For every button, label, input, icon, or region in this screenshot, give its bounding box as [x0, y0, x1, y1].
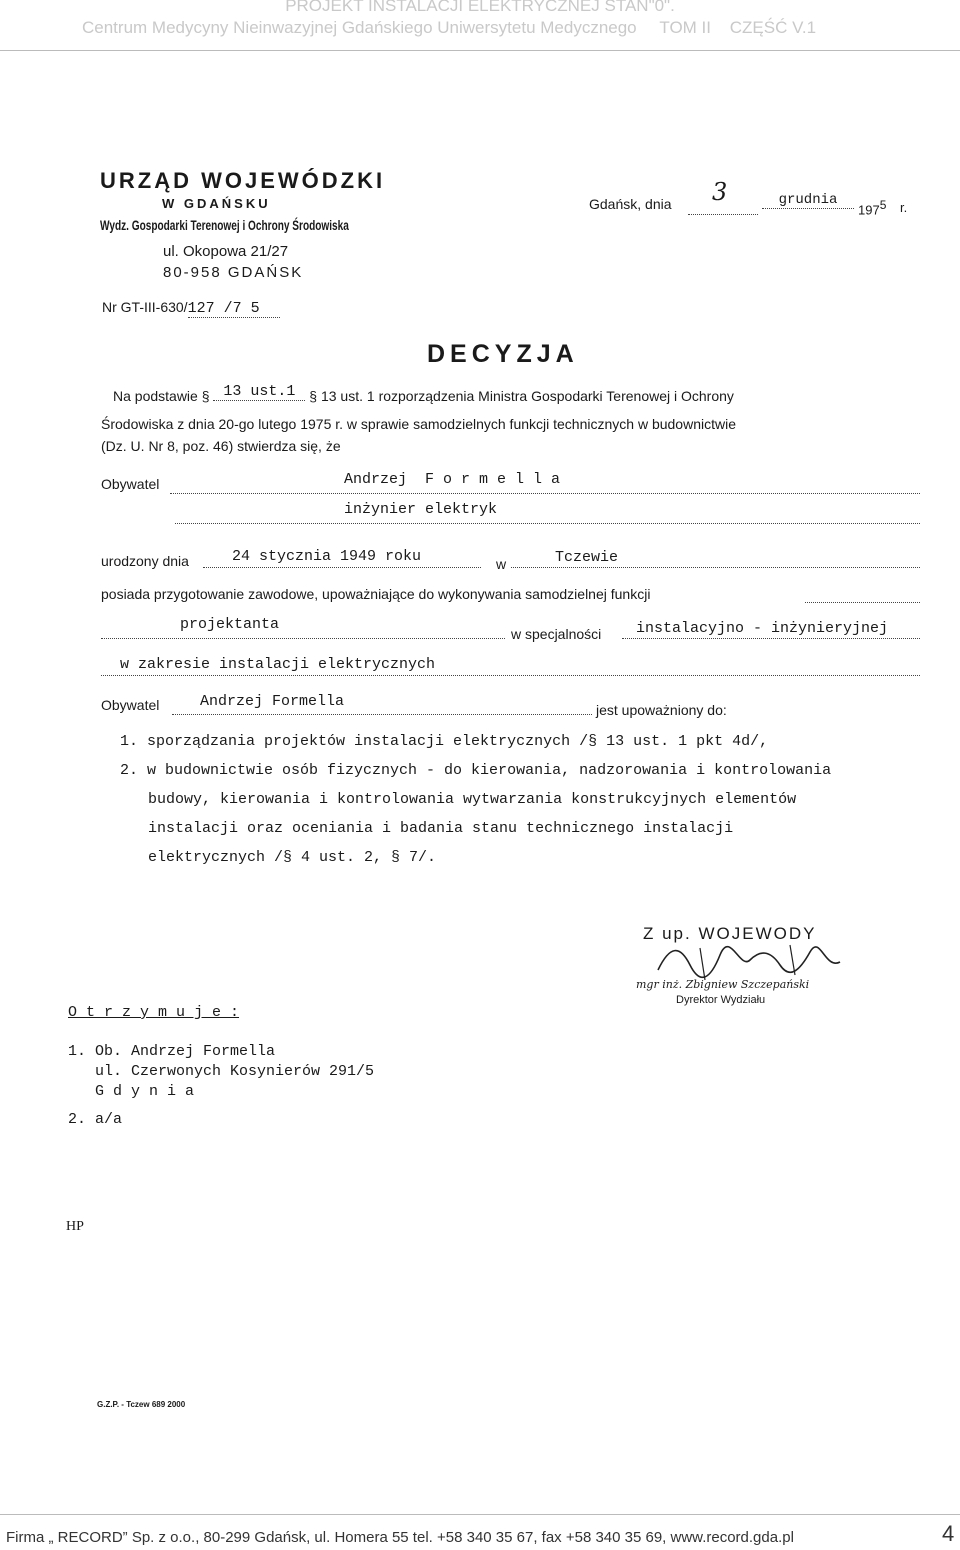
office-department: Wydz. Gospodarki Terenowej i Ochrony Środowiska: [100, 217, 349, 233]
qualification-line: posiada przygotowanie zawodowe, upoważniające do wykonywania samodzielnej funkcji: [101, 586, 651, 602]
basis-typed-paragraph: 13 ust.1: [213, 383, 305, 401]
date-suffix: r.: [900, 200, 908, 215]
footer-divider: [0, 1514, 960, 1515]
signature-role: Dyrektor Wydziału: [676, 994, 766, 1006]
recipient-1-name: 1. Ob. Andrzej Formella: [68, 1043, 276, 1060]
office-city: W GDAŃSKU: [162, 196, 271, 211]
office-name: URZĄD WOJEWÓDZKI: [100, 168, 386, 193]
authorization-item-1: 1. sporządzania projektów instalacji elektrycznych /§ 13 ust. 1 pkt 4d/,: [120, 733, 769, 750]
office-street: ul. Okopowa 21/27: [163, 243, 289, 260]
authorized-label: jest upoważniony do:: [596, 702, 727, 718]
page-number: 4: [942, 1521, 955, 1546]
specialty-label: w specjalności: [511, 626, 602, 642]
office-reference: [102, 299, 280, 318]
header-divider: [0, 50, 960, 51]
authorization-item-2: 2. w budownictwie osób fizycznych - do kierowania, nadzorowania i kontrolowania: [120, 762, 832, 779]
header-organization: Centrum Medycyny Nieinwazyjnej Gdańskiego Uniwersytetu Medycznego: [82, 18, 637, 37]
date-day: 3: [712, 178, 728, 206]
scope-value: w zakresie instalacji elektrycznych: [120, 656, 436, 673]
birth-in-label: w: [496, 556, 507, 572]
recipients-title: O t r z y m u j e :: [68, 1004, 240, 1021]
date-year: [858, 198, 886, 217]
reference-number: 127 /7 5: [188, 300, 280, 318]
document-title: DECYZJA: [427, 340, 579, 368]
office-postal: 80-958 GDAŃSK: [163, 264, 304, 281]
date-month: grudnia: [762, 192, 854, 209]
authorized-citizen-label: Obywatel: [101, 697, 160, 713]
recipient-1-street: ul. Czerwonych Kosynierów 291/5: [95, 1063, 375, 1080]
recipient-1-city: G d y n i a: [95, 1083, 195, 1100]
signature-signer: mgr inż. Zbigniew Szczepański: [636, 978, 810, 991]
citizen-profession: inżynier elektryk: [344, 501, 498, 518]
header-subtitle: [82, 18, 816, 38]
basis-line-3: (Dz. U. Nr 8, poz. 46) stwierdza się, że: [101, 438, 341, 454]
birth-label: urodzony dnia: [101, 553, 189, 569]
typist-initials: HP: [66, 1219, 84, 1234]
signature-authority: Z up. WOJEWODY: [643, 924, 817, 943]
function-value: projektanta: [180, 616, 280, 633]
specialty-value: instalacyjno - inżynieryjnej: [636, 620, 889, 637]
birth-date: 24 stycznia 1949 roku: [232, 548, 422, 565]
print-mark: G.Z.P. - Tczew 689 2000: [97, 1400, 186, 1409]
header-part: CZĘŚĆ V.1: [729, 18, 817, 37]
authorization-item-2-cont-3: elektrycznych /§ 4 ust. 2, § 7/.: [148, 849, 437, 866]
authorized-name: Andrzej Formella: [200, 693, 345, 710]
footer-company: Firma „ RECORD” Sp. z o.o., 80-299 Gdańsk, ul. Homera 55 tel. +58 340 35 67, fax +58 340 35 69, www.record.gda.pl: [6, 1529, 794, 1546]
date-year-prefix: 197: [858, 202, 880, 218]
date-place: Gdańsk, dnia: [589, 196, 672, 212]
basis-regulation: § 13 ust. 1 rozporządzenia Ministra Gospodarki Terenowej i Ochrony: [309, 388, 734, 404]
basis-line-1: [113, 383, 734, 407]
basis-line-2: Środowiska z dnia 20-go lutego 1975 r. w sprawie samodzielnych funkcji technicznych w budownictwie: [101, 416, 736, 432]
citizen-label: Obywatel: [101, 476, 160, 492]
reference-prefix: Nr GT-III-630/: [102, 299, 188, 315]
birth-place: Tczewie: [555, 549, 619, 566]
qualification-trailing-line: [805, 592, 920, 603]
authorization-item-2-cont-2: instalacji oraz oceniania i badania stanu technicznego instalacji: [148, 820, 734, 837]
profession-line: [175, 511, 920, 524]
date-year-digit: 5: [879, 198, 887, 212]
basis-prefix: Na podstawie §: [113, 388, 210, 404]
recipient-2: 2. a/a: [68, 1111, 123, 1128]
header-volume: TOM II: [659, 18, 712, 37]
citizen-name: Andrzej F o r m e l l a: [344, 471, 561, 488]
header-project-title: PROJEKT INSTALACJI ELEKTRYCZNEJ STAN"0".: [285, 0, 675, 15]
authorization-item-2-cont-1: budowy, kierowania i kontrolowania wytwarzania konstrukcyjnych elementów: [148, 791, 797, 808]
function-line: [101, 626, 505, 639]
